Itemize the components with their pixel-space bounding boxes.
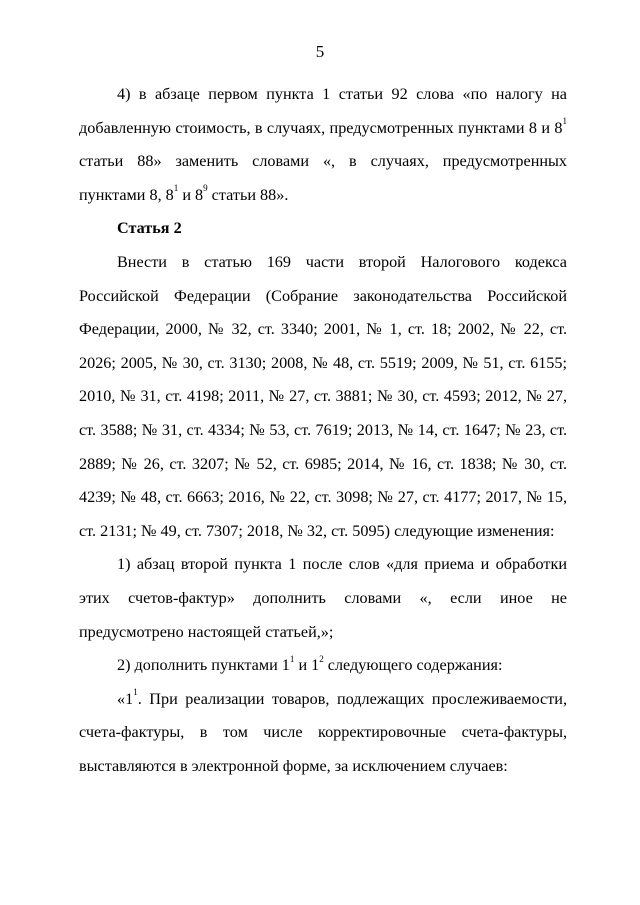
page-number: 5 <box>315 42 325 61</box>
article-2-heading: Статья 2 <box>117 219 182 238</box>
item-4-text-4: статьи 88». <box>207 185 289 204</box>
article-2-item-1-paragraph: 1) абзац второй пункта 1 после слов «для приема и обработки этих счетов-фактур» дополнить словами «, если иное не предусмотрено настоящей статьей,»; <box>79 555 567 641</box>
document-body <box>79 78 567 783</box>
article-2-intro-paragraph: Внести в статью 169 части второй Налогового кодекса Российской Федерации (Собрание законодательства Российской Федерации, 2000, № 32, ст. 3340; 2001, № 1, ст. 18; 2002, № 22, ст. 2026; 2005, № 30, ст. 3130; 2008, № 48, ст. 5519; 2009, № 51, ст. 6155; 2010, № 31, ст. 4198; 2011, № 27, ст. 3881; № 30, ст. 4593; 2012, № 27, ст. 3588; № 31, ст. 4334; № 53, ст. 7619; 2013, № 14, ст. 1647; № 23, ст. 2889; № 26, ст. 3207; № 52, ст. 6985; 2014, № 16, ст. 1838; № 30, ст. 4239; № 48, ст. 6663; 2016, № 22, ст. 3098; № 27, ст. 4177; 2017, № 15, ст. 2131; № 49, ст. 7307; 2018, № 32, ст. 5095) следующие изменения: <box>79 252 567 540</box>
item-2-superscript-1: 1 <box>289 653 295 664</box>
item-4-superscript-2: 1 <box>173 183 179 194</box>
item-4-superscript-3: 9 <box>203 183 208 194</box>
item-4-superscript-1: 1 <box>562 116 567 127</box>
point-1-1-text-1: «1 <box>117 689 134 708</box>
item-4-text-2: статьи 88» заменить словами «, в случаях, предусмотренных пунктами 8, 8 <box>79 152 567 204</box>
item-4-text-1: 4) в абзаце первом пункта 1 статьи 92 слова «по налогу на добавленную стоимость, в случаях, предусмотренных пунктами 8 и 8 <box>79 85 567 137</box>
item-4-paragraph <box>79 78 567 212</box>
point-1-1-text-2: . При реализации товаров, подлежащих прослеживаемости, счета-фактуры, в том числе корректировочные счета-фактуры, выставляются в электронной форме, за исключением случаев: <box>79 689 567 775</box>
item-2-text-1: 2) дополнить пунктами 1 <box>117 656 290 675</box>
item-2-text-3: следующего содержания: <box>323 656 503 675</box>
item-2-superscript-2: 2 <box>319 653 324 664</box>
point-1-1-paragraph <box>79 683 567 784</box>
item-4-text-3: и 8 <box>178 185 204 204</box>
point-1-1-superscript: 1 <box>133 687 138 698</box>
item-2-text-2: и 1 <box>294 656 320 675</box>
article-2-item-2-paragraph <box>79 649 567 683</box>
